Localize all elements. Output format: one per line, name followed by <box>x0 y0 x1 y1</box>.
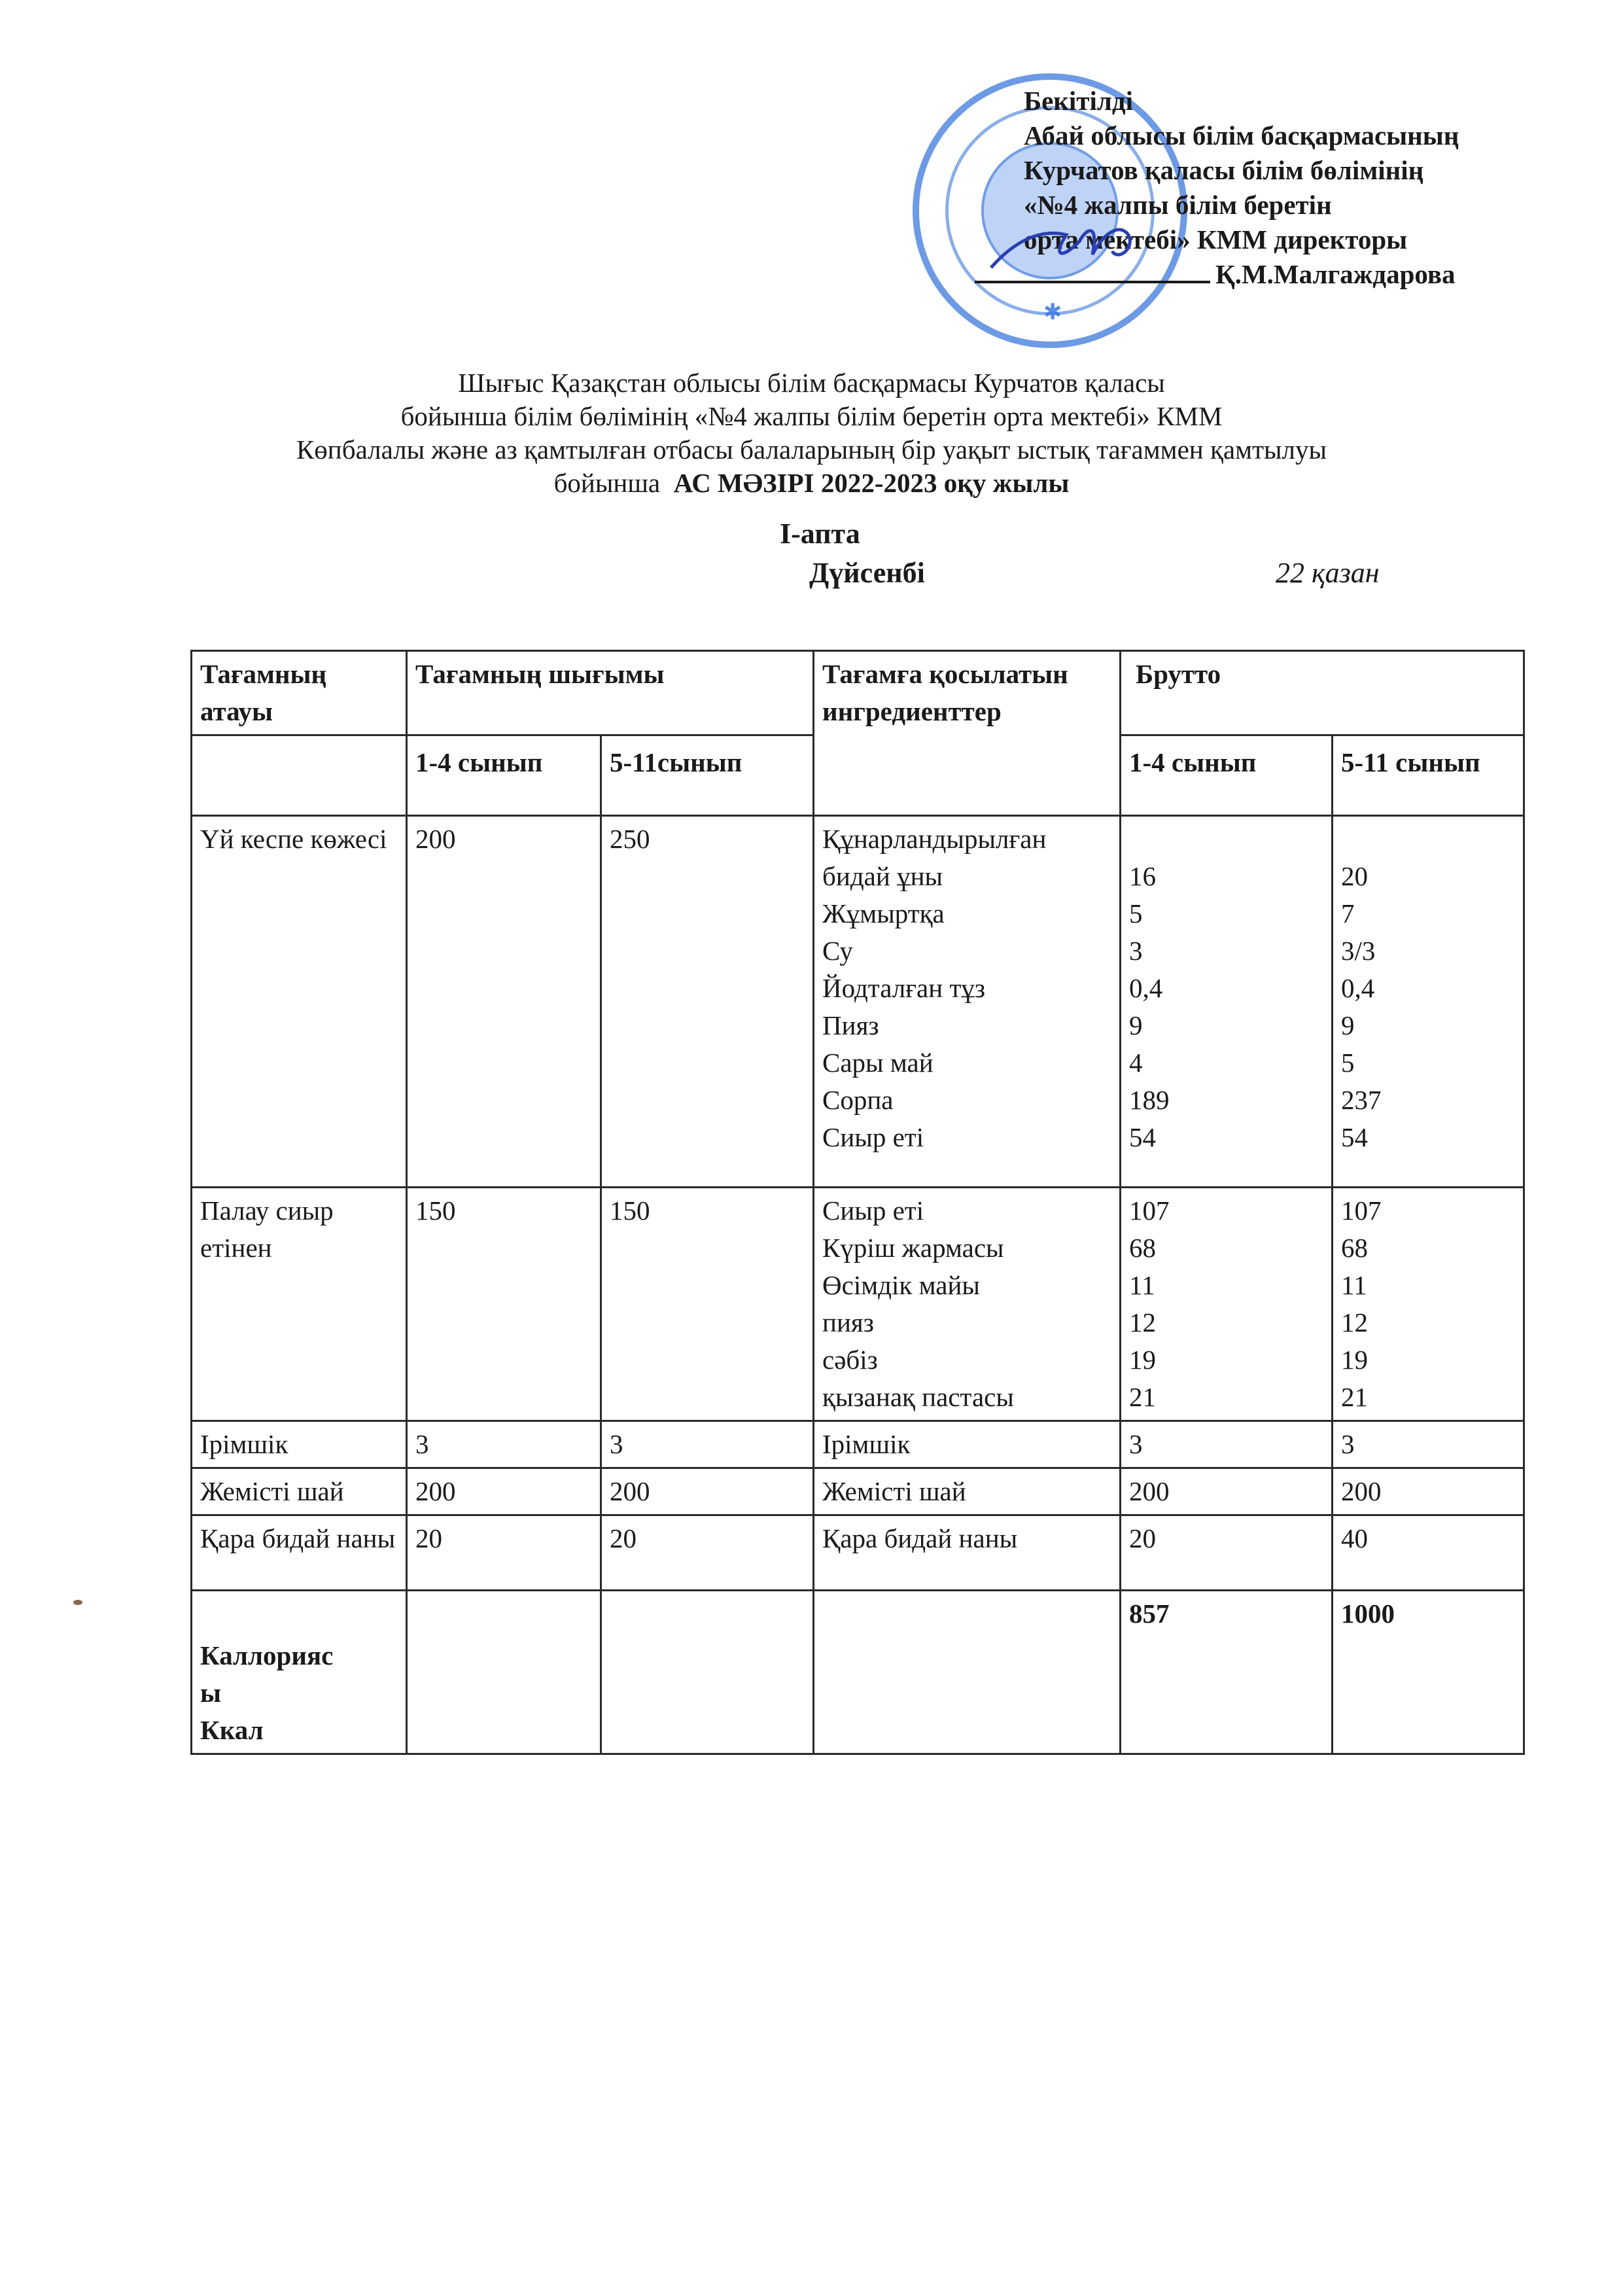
subheader-empty <box>192 735 407 816</box>
brutto-5-11: 3 <box>1333 1421 1524 1468</box>
ingredient: Құнарландырылған <box>822 824 1047 854</box>
dish-name: Үй кеспе көжесі <box>192 816 407 1188</box>
brutto-1-4-list <box>1121 1188 1333 1421</box>
ingredient: Жұмыртқа <box>822 898 945 928</box>
brutto-value: 0,4 <box>1341 973 1375 1003</box>
brutto-value: 107 <box>1341 1195 1382 1226</box>
brutto-value: 20 <box>1341 861 1369 891</box>
table-row <box>192 1421 1524 1468</box>
brutto-1-4-list <box>1121 816 1333 1188</box>
calories-unit: Ккал <box>200 1715 264 1745</box>
approval-block <box>1024 84 1459 292</box>
dish-name: Ірімшік <box>192 1421 407 1468</box>
brutto-value: 11 <box>1341 1270 1367 1300</box>
brutto-value: 5 <box>1129 898 1143 928</box>
signature-row <box>975 257 1459 292</box>
brutto-value: 4 <box>1129 1048 1143 1078</box>
ingredient: Су <box>822 936 853 966</box>
output-1-4: 20 <box>407 1515 601 1591</box>
output-1-4: 200 <box>407 816 601 1188</box>
approval-line-3: Курчатов қаласы білім бөлімінің <box>1024 155 1424 185</box>
brutto-5-11: 40 <box>1333 1515 1524 1591</box>
ingredients-list <box>814 816 1121 1188</box>
brutto-value: 12 <box>1129 1307 1157 1337</box>
table-row <box>192 1188 1524 1421</box>
brutto-value: 237 <box>1341 1085 1382 1115</box>
output-1-4: 150 <box>407 1188 601 1421</box>
header-dish-name: Тағамның атауы <box>192 651 407 735</box>
brutto-5-11: 200 <box>1333 1468 1524 1515</box>
brutto-value: 9 <box>1341 1010 1355 1040</box>
ingredient: қызанақ пастасы <box>822 1382 1014 1412</box>
approval-title: Бекітілді <box>1024 86 1133 116</box>
brutto-value: 21 <box>1129 1382 1157 1412</box>
ingredient: Өсімдік майы <box>822 1270 980 1300</box>
total-calories-1-4: 857 <box>1121 1591 1333 1754</box>
total-row <box>192 1591 1524 1754</box>
subheader-brutto-1-4: 1-4 сынып <box>1121 735 1333 816</box>
ingredient: пияз <box>822 1307 874 1337</box>
header-line-1: Шығыс Қазақстан облысы білім басқармасы Курчатов қаласы <box>458 368 1165 398</box>
ingredient: Сиыр еті <box>822 1195 924 1226</box>
brutto-value: 68 <box>1129 1233 1157 1263</box>
header-brutto: Брутто <box>1121 651 1524 735</box>
ingredient: Ірімшік <box>814 1421 1121 1468</box>
brutto-value: 3 <box>1129 936 1143 966</box>
brutto-value: 107 <box>1129 1195 1170 1226</box>
total-empty <box>814 1591 1121 1754</box>
brutto-1-4: 3 <box>1121 1421 1333 1468</box>
subheader-brutto-5-11: 5-11 сынып <box>1333 735 1524 816</box>
ingredients-list <box>814 1188 1121 1421</box>
brutto-value: 68 <box>1341 1233 1369 1263</box>
signature-line <box>975 261 1210 283</box>
subheader-output-1-4: 1-4 сынып <box>407 735 601 816</box>
brutto-value: 54 <box>1341 1122 1369 1152</box>
brutto-value: 9 <box>1129 1010 1143 1040</box>
table-header-row <box>192 651 1524 735</box>
header-line-3: Көпбалалы және аз қамтылған отбасы балаларының бір уақыт ыстық тағаммен қамтылуы <box>296 434 1327 465</box>
dish-name: Қара бидай наны <box>192 1515 407 1591</box>
menu-title: АС МӘЗІРІ 2022-2023 оқу жылы <box>673 468 1070 498</box>
brutto-5-11-list <box>1333 816 1524 1188</box>
ingredient: Йодталған тұз <box>822 973 986 1003</box>
ingredient: бидай ұны <box>822 861 943 891</box>
date-label: 22 қазан <box>1276 557 1380 589</box>
output-5-11: 3 <box>601 1421 814 1468</box>
signature-icon <box>988 215 1158 274</box>
calories-label-line: Каллорияс <box>200 1640 334 1670</box>
ingredient: сәбіз <box>822 1345 878 1375</box>
brutto-value: 0,4 <box>1129 973 1163 1003</box>
total-empty <box>601 1591 814 1754</box>
brutto-value: 54 <box>1129 1122 1157 1152</box>
brutto-value <box>1129 821 1323 858</box>
approval-line-5: орта мектебі» КММ директоры <box>1024 224 1408 255</box>
ingredient: Жемісті шай <box>814 1468 1121 1515</box>
menu-table <box>190 650 1525 1755</box>
day-label: Дүйсенбі <box>809 557 925 589</box>
output-5-11: 250 <box>601 816 814 1188</box>
table-row <box>192 1515 1524 1591</box>
brutto-value: 7 <box>1341 898 1355 928</box>
brutto-1-4: 20 <box>1121 1515 1333 1591</box>
brutto-value: 12 <box>1341 1307 1369 1337</box>
header-ingredients: Тағамға қосылатын ингредиенттер <box>814 651 1121 816</box>
brutto-value: 16 <box>1129 861 1157 891</box>
brutto-5-11-list <box>1333 1188 1524 1421</box>
calories-label <box>192 1591 407 1754</box>
calories-label-line: ы <box>200 1678 222 1708</box>
brutto-value: 19 <box>1129 1345 1157 1375</box>
brutto-value: 21 <box>1341 1382 1369 1412</box>
brutto-value: 19 <box>1341 1345 1369 1375</box>
document-header <box>0 366 1623 500</box>
ingredient: Күріш жармасы <box>822 1233 1004 1263</box>
signatory-name: Қ.М.Малгаждарова <box>1215 259 1456 289</box>
ingredient: Сорпа <box>822 1085 894 1115</box>
ingredient: Сары май <box>822 1048 934 1078</box>
brutto-value: 5 <box>1341 1048 1355 1078</box>
header-line-2: бойынша білім бөлімінің «№4 жалпы білім беретін орта мектебі» КММ <box>400 401 1223 431</box>
star-icon: ✱ <box>1043 299 1062 325</box>
output-5-11: 200 <box>601 1468 814 1515</box>
header-line-4 <box>0 467 1623 500</box>
scan-speck <box>73 1600 82 1605</box>
ingredient: Сиыр еті <box>822 1122 924 1152</box>
week-label: І-апта <box>780 518 860 550</box>
output-5-11: 150 <box>601 1188 814 1421</box>
brutto-1-4: 200 <box>1121 1468 1333 1515</box>
dish-name: Жемісті шай <box>192 1468 407 1515</box>
subheader-output-5-11: 5-11сынып <box>601 735 814 816</box>
ingredient: Қара бидай наны <box>814 1515 1121 1591</box>
output-5-11: 20 <box>601 1515 814 1591</box>
approval-line-4: «№4 жалпы білім беретін <box>1024 190 1332 220</box>
header-line-4-prefix: бойынша <box>553 468 661 498</box>
table-row <box>192 816 1524 1188</box>
brutto-value: 3/3 <box>1341 936 1376 966</box>
header-output: Тағамның шығымы <box>407 651 814 735</box>
total-empty <box>407 1591 601 1754</box>
dish-name: Палау сиыр етінен <box>192 1188 407 1421</box>
brutto-value: 11 <box>1129 1270 1155 1300</box>
ingredient: Пияз <box>822 1010 879 1040</box>
brutto-value: 189 <box>1129 1085 1170 1115</box>
approval-line-2: Абай облысы білім басқармасының <box>1024 120 1459 150</box>
brutto-value <box>1341 821 1515 858</box>
output-1-4: 3 <box>407 1421 601 1468</box>
output-1-4: 200 <box>407 1468 601 1515</box>
total-calories-5-11: 1000 <box>1333 1591 1524 1754</box>
table-row <box>192 1468 1524 1515</box>
